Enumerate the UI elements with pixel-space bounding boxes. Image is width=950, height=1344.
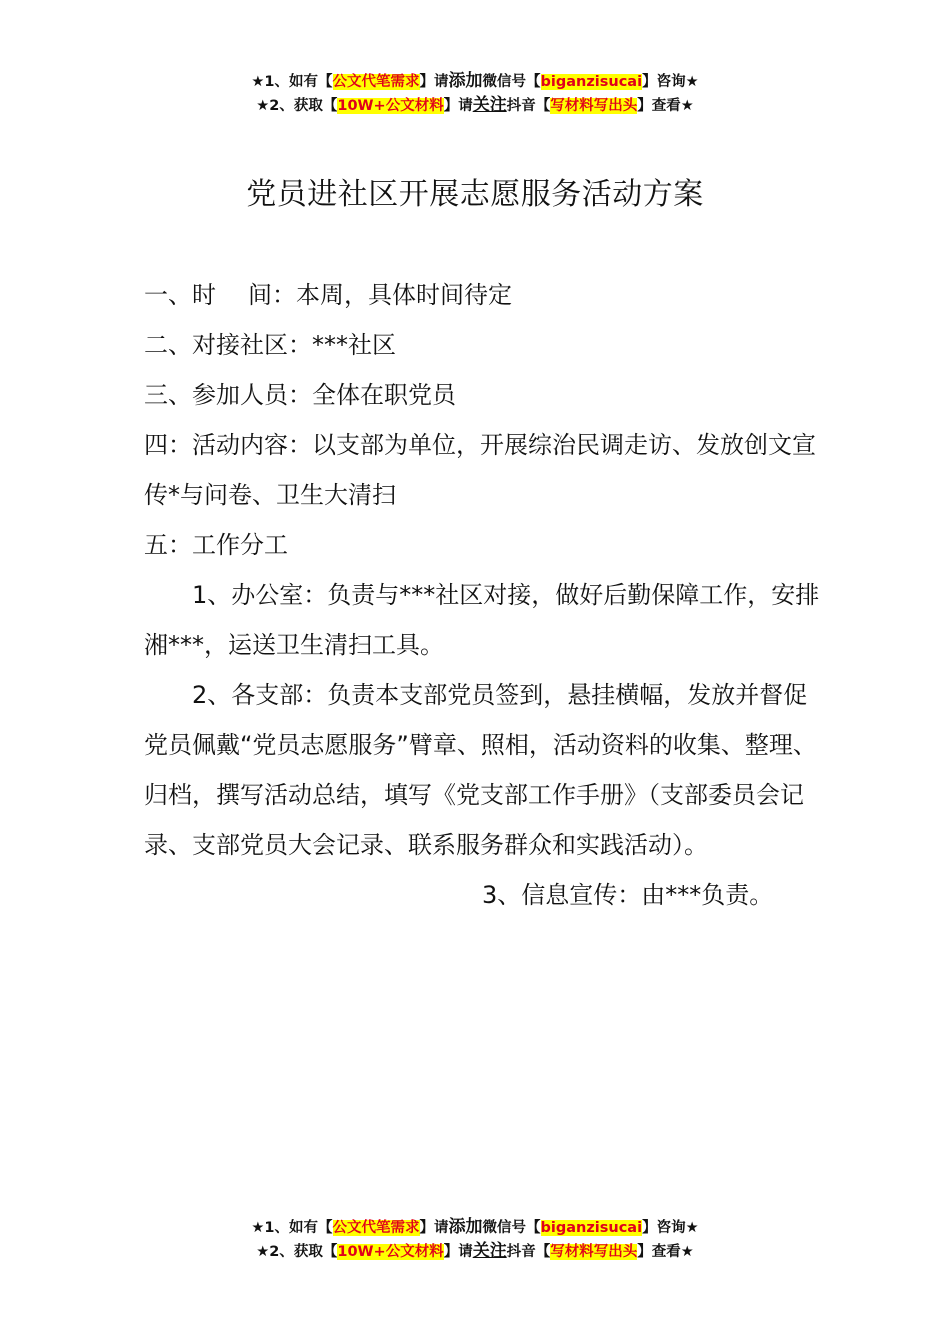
notice-highlight: 公文代笔需求 — [332, 1220, 420, 1236]
document-title: 党员进社区开展志愿服务活动方案 — [246, 177, 704, 212]
notice-text: 】查看★ — [637, 1244, 694, 1260]
footer-notice-line-1 — [0, 1216, 950, 1240]
notice-text: ★2、获取【 — [256, 98, 338, 114]
notice-text: 微信号【 — [482, 1220, 541, 1236]
notice-text: 】请 — [419, 74, 449, 90]
header-notice-line-1 — [0, 70, 950, 94]
notice-douyin-id: 写材料写出头 — [550, 98, 638, 114]
item-time-label: 一、时 — [144, 281, 216, 309]
notice-emphasis: 添加 — [448, 71, 483, 91]
notice-text: 】查看★ — [637, 98, 694, 114]
item-office: 1、办公室：负责与***社区对接，做好后勤保障工作，安排湘***，运送卫生清扫工具。 — [144, 581, 820, 659]
notice-wechat-id: biganzisucai — [540, 1220, 643, 1236]
item-time — [144, 270, 824, 320]
notice-text: 】咨询★ — [642, 74, 699, 90]
notice-text: 抖音【 — [506, 1244, 551, 1260]
item-publicity: 3、信息宣传：由***负责。 — [482, 881, 774, 909]
header-notice-line-2 — [0, 94, 950, 118]
item-time-value: 间：本周，具体时间待定 — [248, 281, 512, 309]
notice-douyin-id: 写材料写出头 — [550, 1244, 638, 1260]
notice-highlight: 公文代笔需求 — [332, 74, 420, 90]
notice-text: ★2、获取【 — [256, 1244, 338, 1260]
item-community: 二、对接社区：***社区 — [144, 331, 396, 359]
item-participants: 三、参加人员：全体在职党员 — [144, 381, 456, 409]
notice-emphasis: 添加 — [448, 1217, 483, 1237]
footer-notice — [0, 1216, 950, 1264]
document-body — [144, 270, 824, 920]
header-notice — [0, 70, 950, 118]
notice-text: ★1、如有【 — [251, 74, 333, 90]
notice-highlight: 10W+公文材料 — [337, 98, 444, 114]
notice-emphasis: 关注 — [472, 95, 507, 115]
notice-text: 】请 — [419, 1220, 449, 1236]
notice-text: ★1、如有【 — [251, 1220, 333, 1236]
notice-text: 抖音【 — [506, 98, 551, 114]
notice-emphasis: 关注 — [472, 1241, 507, 1261]
item-content: 四：活动内容：以支部为单位，开展综治民调走访、发放创文宣传*与问卷、卫生大清扫 — [144, 431, 816, 509]
item-division-heading: 五：工作分工 — [144, 531, 288, 559]
item-branches: 2、各支部：负责本支部党员签到，悬挂横幅，发放并督促党员佩戴“党员志愿服务”臂章、照相，活动资料的收集、整理、归档，撰写活动总结，填写《党支部工作手册》（支部委员会记录、支部党员大会记录、联系服务群众和实践活动）。 — [144, 681, 817, 859]
notice-text: 微信号【 — [482, 74, 541, 90]
notice-highlight: 10W+公文材料 — [337, 1244, 444, 1260]
notice-text: 】请 — [443, 1244, 473, 1260]
notice-text: 】请 — [443, 98, 473, 114]
notice-wechat-id: biganzisucai — [540, 74, 643, 90]
notice-text: 】咨询★ — [642, 1220, 699, 1236]
footer-notice-line-2 — [0, 1240, 950, 1264]
